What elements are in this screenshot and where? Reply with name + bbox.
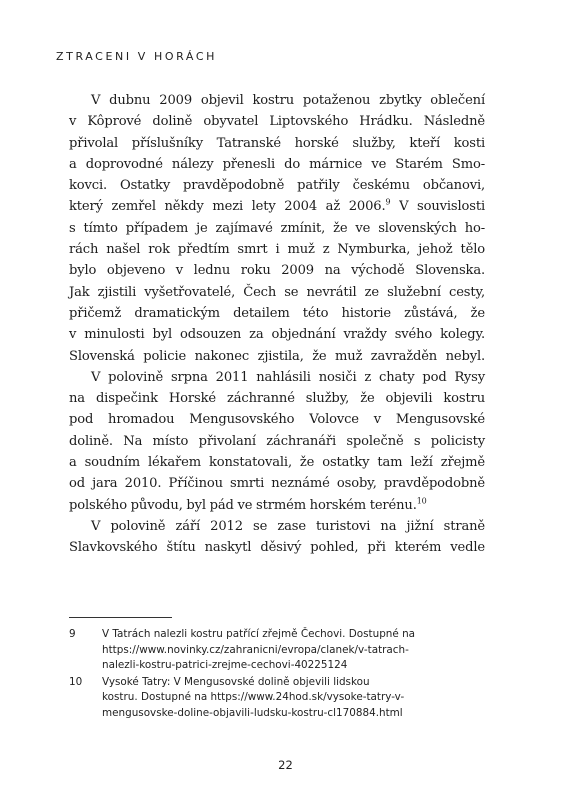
text-fragment: V souvislosti bbox=[390, 199, 485, 215]
paragraph bbox=[69, 367, 485, 516]
running-head: ZTRACENI V HORÁCH bbox=[56, 50, 218, 63]
footnote-reference: 10 bbox=[416, 496, 427, 506]
text-line: pod hromadou Mengusovského Volovce v Mengusovské bbox=[69, 412, 485, 428]
paragraph bbox=[69, 516, 485, 559]
text-line: na dispečink Horské záchranné služby, že objevili kostru bbox=[69, 391, 485, 407]
text-line: přivolal příslušníky Tatranské horské služby, kteří kosti bbox=[69, 135, 485, 151]
text-line: a soudním lékařem konstatovali, že ostatky tam leží zřejmě bbox=[69, 455, 485, 471]
footnote bbox=[69, 675, 485, 722]
text-line: od jara 2010. Příčinou smrti neznámé osoby, pravděpodobně bbox=[69, 476, 485, 492]
text-line: Slovenská policie nakonec zjistila, že muž zavražděn nebyl. bbox=[69, 348, 485, 364]
footnote bbox=[69, 627, 485, 674]
text-line: bylo objeveno v lednu roku 2009 na východě Slovenska. bbox=[69, 263, 485, 279]
text-line: V dubnu 2009 objevil kostru potaženou zbytky oblečení bbox=[91, 93, 485, 108]
footnotes bbox=[69, 627, 485, 723]
footnote-text: Vysoké Tatry: V Mengusovské dolině objevili lidskou kostru. Dostupné na https://www.24hod.sk/vysoke-tatry-v- mengusovske-doline-objavili-ludsku-kostru-cl170884.html bbox=[102, 675, 405, 719]
text-line-with-footnote bbox=[69, 196, 485, 217]
text-line: Slavkovského štítu naskytl děsivý pohled, při kterém vedle bbox=[69, 540, 485, 556]
text-line-with-footnote bbox=[69, 495, 485, 516]
text-line: s tímto případem je zajímavé zmínit, že ve slovenských ho- bbox=[69, 220, 485, 236]
body-text bbox=[69, 90, 485, 559]
text-fragment: polského původu, byl pád ve strmém horském terénu. bbox=[69, 497, 417, 513]
text-line: v minulosti byl odsouzen za objednání vraždy svého kolegy. bbox=[69, 327, 485, 343]
text-line: dolině. Na místo přivolaní záchranáři společně s policisty bbox=[69, 433, 485, 449]
text-line: Jak zjistili vyšetřovatelé, Čech se nevrátil ze služební cesty, bbox=[69, 284, 485, 300]
text-line: přičemž dramatickým detailem této historie zůstává, že bbox=[69, 305, 485, 321]
footnote-number: 9 bbox=[69, 628, 76, 640]
footnote-number: 10 bbox=[69, 675, 83, 688]
text-fragment: který zemřel někdy mezi lety 2004 až 2006. bbox=[69, 199, 386, 215]
text-line: a doprovodné nálezy přenesli do márnice ve Starém Smo- bbox=[69, 156, 485, 172]
text-line: V polovině srpna 2011 nahlásili nosiči z chaty pod Rysy bbox=[91, 369, 485, 385]
footnote-reference: 9 bbox=[385, 198, 391, 208]
text-line: V polovině září 2012 se zase turistovi na jižní straně bbox=[91, 518, 485, 534]
text-line: rách našel rok předtím smrt i muž z Nymburka, jehož tělo bbox=[69, 242, 485, 258]
page-number: 22 bbox=[278, 758, 293, 772]
footnote-text: V Tatrách nalezli kostru patřící zřejmě Čechovi. Dostupné na https://www.novinky.cz/zahranicni/evropa/clanek/v-tatrach- nalezli-kostru-patrici-zrejme-cechovi-40225124 bbox=[102, 628, 416, 672]
text-line: v Kôprové dolině obyvatel Liptovského Hrádku. Následně bbox=[69, 114, 485, 130]
paragraph bbox=[69, 90, 485, 367]
footnote-separator bbox=[69, 617, 172, 618]
text-line: kovci. Ostatky pravděpodobně patřily českému občanovi, bbox=[69, 178, 485, 194]
